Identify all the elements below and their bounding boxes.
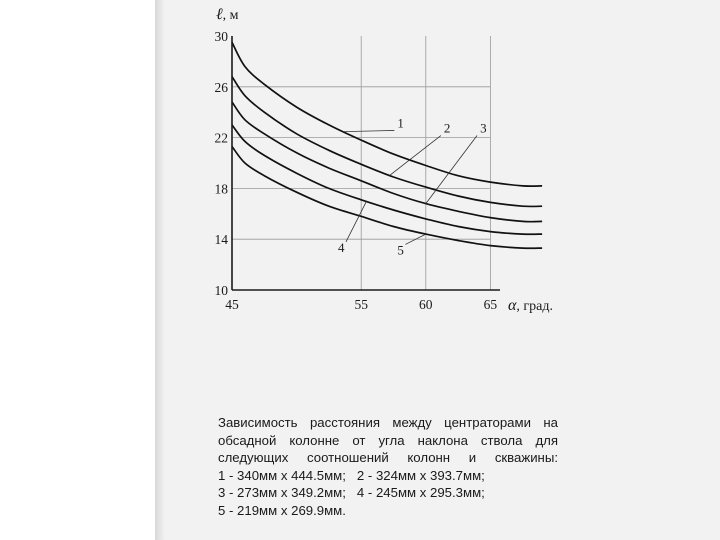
y-tick-label: 30	[214, 29, 228, 44]
y-tick-label: 22	[214, 130, 228, 146]
curve-label-3: 3	[480, 120, 487, 136]
curve-label-5: 5	[397, 242, 404, 258]
series-line-2	[232, 77, 542, 207]
y-axis-title	[216, 6, 239, 23]
x-axis-title	[508, 297, 553, 314]
caption-line: 5 - 219мм х 269.9мм.	[218, 502, 346, 518]
caption-line: 1 - 340мм х 444.5мм; 2 - 324мм х 393.7мм;	[218, 467, 485, 483]
y-axis-symbol: ℓ	[216, 6, 223, 23]
curves	[232, 42, 542, 248]
y-axis-unit: , м	[222, 8, 239, 23]
axes	[232, 36, 500, 290]
curve-label-2: 2	[443, 120, 451, 136]
x-axis-symbol: α	[508, 297, 517, 314]
figure-caption	[218, 414, 558, 520]
x-axis-unit: , град.	[516, 299, 553, 314]
x-tick-label: 65	[483, 297, 498, 312]
caption-line: обсадной колонне от угла наклона ствола для	[218, 432, 558, 448]
leader-line	[426, 136, 477, 204]
x-tick-label: 60	[419, 297, 433, 312]
y-tick-label: 10	[214, 283, 228, 298]
leader-line	[343, 130, 394, 131]
x-tick-label: 55	[354, 297, 368, 312]
leader-line	[346, 201, 366, 241]
y-tick-label: 14	[214, 232, 228, 248]
caption-line: следующих соотношений колонн и скважины:	[218, 450, 558, 466]
curve-label-1: 1	[397, 115, 404, 131]
y-tick-label: 26	[214, 79, 228, 95]
curve-labels	[338, 115, 487, 257]
grid	[232, 36, 490, 290]
y-tick-label: 18	[214, 181, 228, 197]
curve-label-4: 4	[337, 239, 345, 255]
x-tick-label: 45	[225, 297, 239, 312]
caption-line: 3 - 273мм х 349.2мм; 4 - 245мм х 295.3мм;	[218, 485, 485, 501]
caption-line: Зависимость расстояния между центраторами на	[218, 415, 558, 430]
